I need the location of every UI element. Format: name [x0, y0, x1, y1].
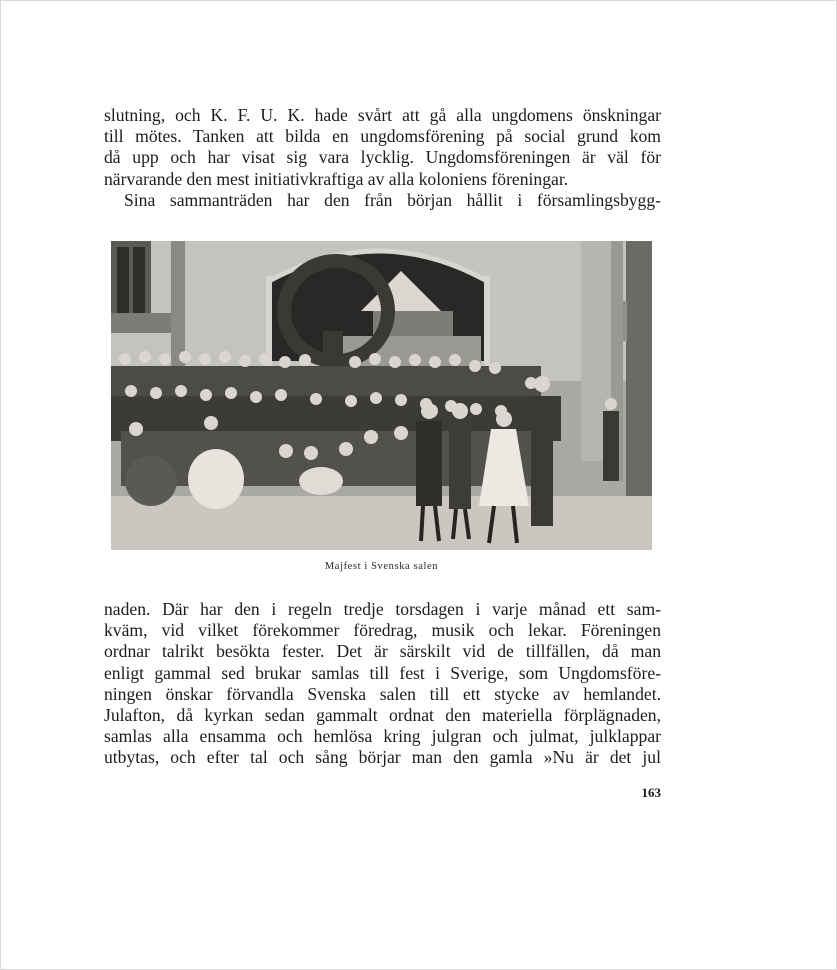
text-line: Sina sammanträden har den från början hållit i församlingsbygg-	[124, 189, 661, 210]
page-number: 163	[641, 785, 661, 800]
figure-caption: Majfest i Svenska salen	[324, 561, 439, 572]
text-block-bottom	[104, 599, 661, 769]
text-line: kväm, vid vilket förekommer föredrag, musik och lekar. Föreningen	[104, 620, 661, 641]
text-line: då upp och har visat sig vara lycklig. Ungdomsföreningen är väl för	[104, 147, 661, 168]
photograph-may-festival	[111, 241, 652, 550]
text-block-top	[104, 105, 661, 211]
text-line: naden. Där har den i regeln tredje torsdagen i varje månad ett sam-	[104, 599, 661, 619]
photo-illustration	[111, 241, 652, 550]
text-line: Julafton, då kyrkan sedan gammalt ordnat den materiella förplägnaden,	[104, 705, 661, 726]
text-line: enligt gammal sed brukar samlas till fest i Sverige, som Ungdomsföre-	[104, 662, 661, 683]
text-line: närvarande den mest initiativkraftiga av alla koloniens föreningar.	[104, 168, 569, 189]
text-line: ningen önskar förvandla Svenska salen till ett stycke av hemlandet.	[104, 683, 661, 704]
text-line: samlas alla ensamma och hemlösa kring julgran och julmat, julklappar	[104, 726, 661, 747]
text-line: utbytas, och efter tal och sång börjar man den gamla »Nu är det jul	[104, 747, 661, 768]
text-line: ordnar talrikt besökta fester. Det är särskilt vid de tillfällen, då man	[104, 641, 661, 662]
text-line: till mötes. Tanken att bilda en ungdomsförening på social grund kom	[104, 126, 661, 147]
text-line: slutning, och K. F. U. K. hade svårt att gå alla ungdomens önskningar	[104, 105, 661, 125]
